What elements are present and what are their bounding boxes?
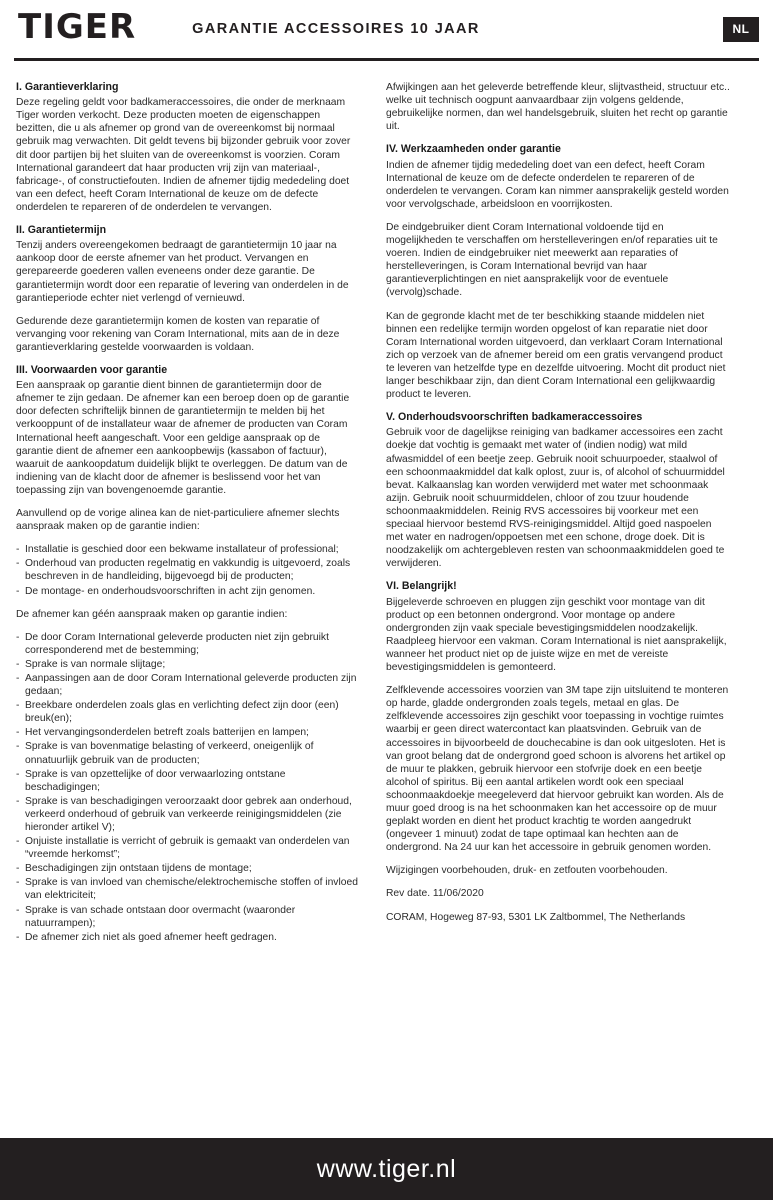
list-item: - Onjuiste installatie is verricht of gebruik is gemaakt van onderdelen van “vreemde herkomst”; [16,835,360,861]
paragraph-garantietermijn-1: Tenzij anders overeengekomen bedraagt de garantietermijn 10 jaar na aankoop door de eerste afnemer van het product. Vervangen en gerepareerde goederen vallen eveneens onder deze garantie. De garantietermijn wordt door een reparatie of levering van onderdelen in de garantieperiode echter niet verlengd of vernieuwd. [16,240,349,304]
paragraph-belangrijk-1: Bijgeleverde schroeven en pluggen zijn geschikt voor montage van dit product op een betonnen ondergrond. Voor montage op andere ondergronden zijn vaak speciale bevestigingsmiddelen noodzakelijk. Raadpleeg hiervoor een vakman. Coram International is niet aansprakelijk, wanneer het product niet op de juiste wijze en met de vereiste bevestigingsmiddelen is gemonteerd. [386,596,727,674]
list-item: - Sprake is van schade ontstaan door overmacht (waaronder natuurrampen); [16,904,360,930]
section-heading-onderhoudsvoorschriften: V. Onderhoudsvoorschriften badkameraccessoires [386,411,643,424]
right-column [386,81,730,954]
list-item: - Sprake is van invloed van chemische/elektrochemische stoffen of invloed van elektriciteit; [16,876,360,902]
paragraph-werkzaamheden-2: De eindgebruiker dient Coram International voldoende tijd en mogelijkheden te verschaffen om herstelleveringen en/of reparaties uit te voeren. Indien de eindgebruiker niet meewerkt aan reparaties of herstelleveringen, is Coram International bevrijd van haar garantieverplichtingen en niet aansprakelijk voor de eventuele (vervolg)schade. [386,221,718,299]
paragraph-garantietermijn-2: Gedurende deze garantietermijn komen de kosten van reparatie of vervanging voor rekening van Coram International, mits aan de in deze garantieverklaring gestelde voorwaarden is voldaan. [16,315,340,353]
footer-website-url: www.tiger.nl [316,1154,457,1183]
brand-logo [18,7,137,47]
signoff-revision-date: Rev date. 11/06/2020 [386,888,484,900]
list-item: - De door Coram International geleverde producten niet zijn gebruikt corresponderend met de bestemming; [16,631,360,657]
left-column [16,81,360,954]
document-footer [0,1138,773,1200]
list-item: - Sprake is van opzettelijke of door verwaarlozing ontstane beschadigingen; [16,768,360,794]
paragraph-onderhoud-1: Gebruik voor de dagelijkse reiniging van badkamer accessoires een zacht doekje dat vochtig is gemaakt met water of (indien nodig) wat mild afwasmiddel of een beetje zeep. Gebruik nooit schuurpoeder, staalwol of een schoonmaakmiddel dat kalk oplost, zuur is, of alcohol of schuurmiddel bevat. Kalkaanslag kan worden verwijderd met water met schoonmaak azijn. Gebruik nooit schuurmiddelen, chloor of zou tzuur houdende schoonmaakmiddelen. Reinig RVS accessoires bij voorkeur met een speciaal hiervoor bestemd RVS-reinigingsmiddel. Altijd goed naspoelen met water en nadrogen/oppoetsen met een schone, droge doek. Dit is noodzakelijk om achtergebleven resten van schoonmaakmiddelen goed te verwijderen. [386,427,725,570]
language-badge: NL [723,17,759,42]
list-item: - Sprake is van beschadigingen veroorzaakt door gebrek aan onderhoud, verkeerd onderhoud of gebruik van verkeerde reinigingsmiddelen (zie hieronder artikel V); [16,795,360,834]
brand-logo-text: TIGER [18,7,137,47]
company-address: CORAM, Hogeweg 87-93, 5301 LK Zaltbommel, The Netherlands [386,911,686,923]
paragraph-afwijkingen: Afwijkingen aan het geleverde betreffende kleur, slijtvastheid, structuur etc.. welke uit technisch oogpunt aanvaardbaar zijn volgens geldende, gebruikelijke normen, dan wel handelsgebruik, sluiten het recht op garantie uit. [386,82,730,133]
conditions-excluded-list [16,631,360,944]
list-item: - Onderhoud van producten regelmatig en vakkundig is uitgevoerd, zoals beschreven in de handleiding, bijgevoegd bij de producten; [16,557,360,583]
section-heading-garantietermijn: II. Garantietermijn [16,224,107,237]
section-heading-belangrijk: VI. Belangrijk! [386,580,457,593]
paragraph-voorwaarden-2: Aanvullend op de vorige alinea kan de niet-particuliere afnemer slechts aanspraak maken op de garantie indien: [16,508,340,533]
list-item: - Aanpassingen aan de door Coram International geleverde producten zijn gedaan; [16,672,360,698]
list-item: - Het vervangingsonderdelen betreft zoals batterijen en lampen; [16,726,360,739]
section-heading-garantieverklaring: I. Garantieverklaring [16,81,119,93]
section-heading-werkzaamheden: IV. Werkzaamheden onder garantie [386,143,561,156]
list-item: - De afnemer zich niet als goed afnemer heeft gedragen. [16,931,360,944]
paragraph-voorwaarden-1: Een aanspraak op garantie dient binnen de garantietermijn door de afnemer te zijn gedaan. De afnemer kan een beroep doen op de garantie door defecten schriftelijk binnen de garantietermijn te melden bij het verkooppunt of de installateur waar de afnemer de producten van Coram International heeft aangeschaft. Voor een geldige aanspraak op de garantie dient de afnemer een aankoopbewijs (kassabon of factuur), waaruit de aankoopdatum duidelijk blijkt te overleggen. De datum van de indiening van de klacht door de afnemer is beslissend voor het van toepassing zijn van bovengenoemde garantie. [16,380,350,496]
paragraph-garantieverklaring-1: Deze regeling geldt voor badkameraccessoires, die onder de merknaam Tiger worden verkocht. Deze producten moeten de eigenschappen bezitten, die u als afnemer op grond van de overeenkomst bij normaal gebruik mag verwachten. Dit geldt tevens bij bijzonder gebruik voor zover dit door partijen bij het sluiten van de overeenkomst is voorzien. Coram International garandeert dat haar producten vrij zijn van materiaal-, fabricage-, of constructiefouten. Indien de afnemer tijdig mededeling doet van een defect, heeft Coram International de keuze om de defecte onderdelen te repareren of de onderdelen te vervangen. [16,97,351,213]
list-item: - Sprake is van bovenmatige belasting of verkeerd, oneigenlijk of onnatuurlijk gebruik van de producten; [16,740,360,766]
list-item: - Breekbare onderdelen zoals glas en verlichting defect zijn door (een) breuk(en); [16,699,360,725]
document-body [0,61,773,954]
conditions-allowed-list [16,543,360,597]
paragraph-belangrijk-2: Zelfklevende accessoires voorzien van 3M tape zijn uitsluitend te monteren op harde, gladde ondergronden zoals tegels, metaal en glas. De zelfklevende accessoires zijn geschikt voor toepassing in vochtige ruimtes waarbij er geen direct watercontact kan plaatsvinden. Gebruik van de accessoires in bijvoorbeeld de douchecabine is dan ook uitgesloten. Het is van groot belang dat de ondergrond goed schoon is alvorens het artikel op de muur te plakken, gebruik hiervoor een stofvrije doek en een beetje alcohol of spiritus. Bij een aantal artikelen wordt ook een speciaal schoonmaakdoekje meegeleverd dat hiervoor gebruikt kan worden. Als de muur goed droog is na het schoonmaken kan het accessoire op de muur geplakt worden en dient het product krachtig te worden aangedrukt (ongeveer 1 minuut) zodat de tape optimaal kan hechten aan de ondergrond. Na 24 uur kan het accessoire in gebruik genomen worden. [386,685,729,854]
section-heading-voorwaarden: III. Voorwaarden voor garantie [16,364,168,376]
list-item: - Sprake is van normale slijtage; [16,658,360,671]
paragraph-voorwaarden-3: De afnemer kan géén aanspraak maken op garantie indien: [16,608,288,620]
list-item: - De montage- en onderhoudsvoorschriften in acht zijn genomen. [16,585,360,598]
page-title: GARANTIE ACCESSOIRES 10 JAAR [192,21,480,37]
list-item: - Beschadigingen zijn ontstaan tijdens de montage; [16,862,360,875]
paragraph-werkzaamheden-3: Kan de gegronde klacht met de ter beschikking staande middelen niet binnen een redelijke termijn worden opgelost of kan reparatie niet door Coram International worden uitgevoerd, dan verklaart Coram International zich op verzoek van de afnemer bereid om een gratis vervangend product te leveren van hetzelfde type en dezelfde uitvoering. Mocht dit product niet langer beschikbaar zijn, dan dient Coram International een gelijkwaardig product te leveren. [386,310,726,401]
signoff-line-1: Wijzigingen voorbehouden, druk- en zetfouten voorbehouden. [386,865,668,877]
list-item: - Installatie is geschied door een bekwame installateur of professional; [16,543,360,556]
paragraph-werkzaamheden-1: Indien de afnemer tijdig mededeling doet van een defect, heeft Coram International de keuze om de defecte onderdelen te repareren of de onderdelen te vervangen. Coram kan nimmer aansprakelijk gesteld worden voor vervolgschade, arbeidsloon en voorrijkosten. [386,159,729,210]
document-header [0,0,773,58]
